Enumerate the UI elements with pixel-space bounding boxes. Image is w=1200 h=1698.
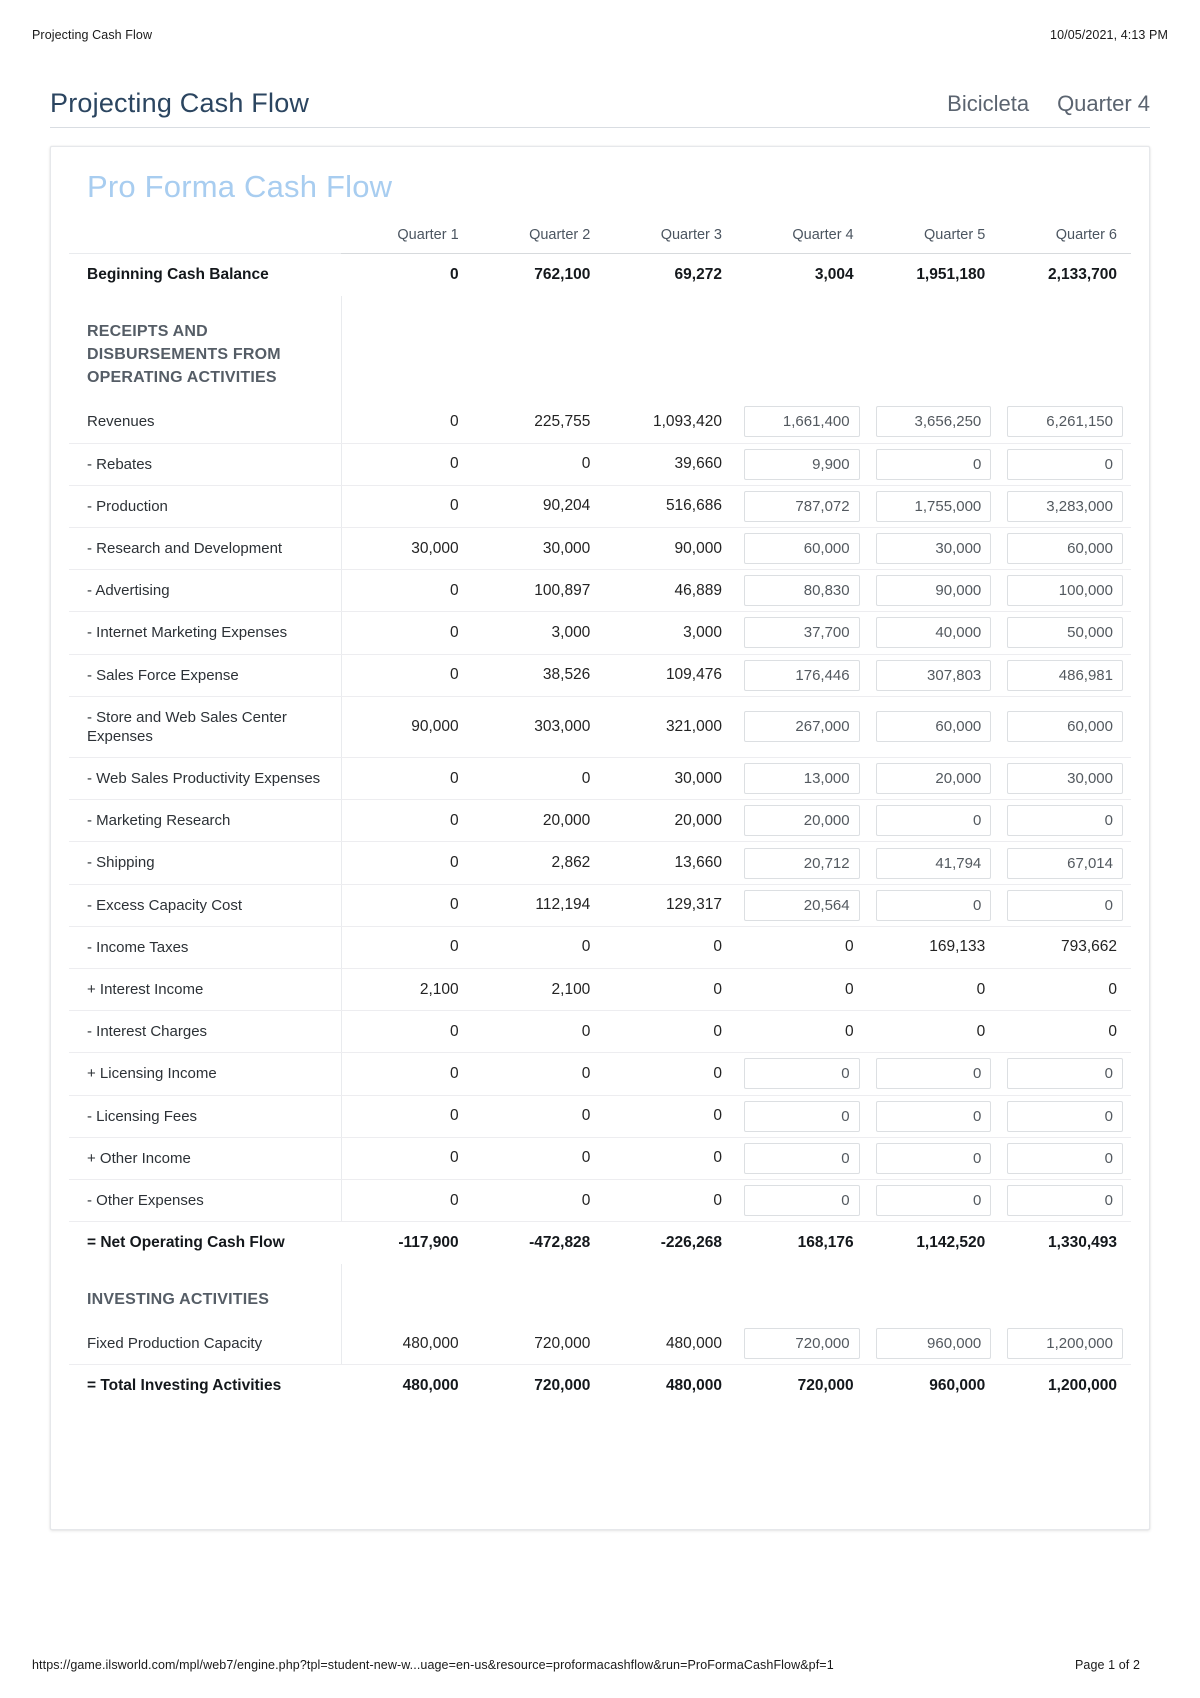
- cell-value-r12-q1: 0: [341, 884, 473, 926]
- cell-input-r10-q5[interactable]: [868, 800, 1000, 842]
- table-row: [69, 1053, 1131, 1095]
- table-row: [69, 1179, 1131, 1221]
- cell-value-r4-q1: 30,000: [341, 527, 473, 569]
- beginning-cash-q3: 69,272: [604, 254, 736, 296]
- table-row: [69, 485, 1131, 527]
- cell-value-r1-q3: 1,093,420: [604, 401, 736, 443]
- table-row: [69, 1011, 1131, 1053]
- value-input-q5[interactable]: [876, 763, 992, 794]
- cell-input-r12-q5[interactable]: [868, 884, 1000, 926]
- row-label: + Licensing Income: [69, 1053, 341, 1095]
- cell-input-r20-q4[interactable]: [736, 1323, 868, 1365]
- table-row: [69, 1095, 1131, 1137]
- row-label: - Web Sales Productivity Expenses: [69, 758, 341, 800]
- cell-value-r19-q3: 0: [604, 1179, 736, 1221]
- value-input-q6[interactable]: [1007, 533, 1123, 564]
- cell-value-r15-q6: 0: [999, 1011, 1131, 1053]
- table-row-total: [69, 1365, 1131, 1407]
- table-row: [69, 696, 1131, 757]
- cell-value-r17-q2: 0: [473, 1095, 605, 1137]
- table-row: [69, 654, 1131, 696]
- column-header-q6: Quarter 6: [1055, 227, 1117, 243]
- value-input-q6[interactable]: [1007, 711, 1123, 742]
- column-header-q4: Quarter 4: [792, 227, 854, 243]
- cell-value-r4-q3: 90,000: [604, 527, 736, 569]
- cell-input-r12-q4[interactable]: [736, 884, 868, 926]
- section-heading-row: [69, 296, 1131, 402]
- cell-input-r12-q6[interactable]: [999, 884, 1131, 926]
- cell-input-r9-q5[interactable]: [868, 758, 1000, 800]
- cell-input-r1-q5[interactable]: [868, 401, 1000, 443]
- value-input-q4[interactable]: [744, 848, 860, 879]
- value-input-q5[interactable]: [876, 491, 992, 522]
- value-input-q5[interactable]: [876, 575, 992, 606]
- table-row: [69, 758, 1131, 800]
- row-label: - Excess Capacity Cost: [69, 884, 341, 926]
- table-row: [69, 884, 1131, 926]
- table-row: [69, 842, 1131, 884]
- sheet-title: Pro Forma Cash Flow: [87, 169, 393, 204]
- section-heading-spacer: [473, 296, 605, 402]
- cell-value-r15-q5: 0: [868, 1011, 1000, 1053]
- cell-value-r14-q6: 0: [999, 969, 1131, 1011]
- value-input-q5[interactable]: [876, 406, 992, 437]
- value-input-q5[interactable]: [876, 1185, 992, 1216]
- beginning-cash-q6: 2,133,700: [999, 254, 1131, 296]
- cell-value-r7-q1: 0: [341, 654, 473, 696]
- row-label: - Advertising: [69, 570, 341, 612]
- cell-input-r6-q6[interactable]: [999, 612, 1131, 654]
- total-value-q5: 1,142,520: [868, 1222, 1000, 1264]
- row-label: Fixed Production Capacity: [69, 1323, 341, 1365]
- value-input-q5[interactable]: [876, 848, 992, 879]
- cell-value-r15-q1: 0: [341, 1011, 473, 1053]
- value-input-q6[interactable]: [1007, 890, 1123, 921]
- value-input-q4[interactable]: [744, 1328, 860, 1359]
- value-input-q6[interactable]: [1007, 848, 1123, 879]
- value-input-q5[interactable]: [876, 1058, 992, 1089]
- cell-input-r19-q4[interactable]: [736, 1179, 868, 1221]
- total-value-q6: 1,330,493: [999, 1222, 1131, 1264]
- table-row: [69, 401, 1131, 443]
- cell-input-r4-q4[interactable]: [736, 527, 868, 569]
- row-label: Beginning Cash Balance: [69, 254, 341, 296]
- total-value-q6: 1,200,000: [999, 1365, 1131, 1407]
- cell-input-r4-q6[interactable]: [999, 527, 1131, 569]
- value-input-q6[interactable]: [1007, 1058, 1123, 1089]
- row-label: - Licensing Fees: [69, 1095, 341, 1137]
- cell-input-r3-q5[interactable]: [868, 485, 1000, 527]
- column-header-q2: Quarter 2: [529, 227, 591, 243]
- total-value-q1: -117,900: [341, 1222, 473, 1264]
- cell-value-r14-q1: 2,100: [341, 969, 473, 1011]
- section-heading-spacer: [999, 1264, 1131, 1323]
- value-input-q4[interactable]: [744, 406, 860, 437]
- total-value-q5: 960,000: [868, 1365, 1000, 1407]
- cell-value-r14-q4: 0: [736, 969, 868, 1011]
- value-input-q6[interactable]: [1007, 660, 1123, 691]
- value-input-q6[interactable]: [1007, 1328, 1123, 1359]
- document-title-bar: [50, 72, 1150, 128]
- pro-forma-cash-flow-table: [69, 219, 1131, 1407]
- value-input-q5[interactable]: [876, 1143, 992, 1174]
- value-input-q4[interactable]: [744, 1185, 860, 1216]
- beginning-cash-q2: 762,100: [473, 254, 605, 296]
- print-header: [0, 28, 1200, 42]
- cell-value-r9-q2: 0: [473, 758, 605, 800]
- row-label: - Rebates: [69, 443, 341, 485]
- cell-value-r5-q3: 46,889: [604, 570, 736, 612]
- cell-input-r18-q5[interactable]: [868, 1137, 1000, 1179]
- table-row: [69, 612, 1131, 654]
- total-value-q3: 480,000: [604, 1365, 736, 1407]
- cell-value-r2-q2: 0: [473, 443, 605, 485]
- cell-input-r2-q4[interactable]: [736, 443, 868, 485]
- value-input-q5[interactable]: [876, 1101, 992, 1132]
- cell-value-r5-q2: 100,897: [473, 570, 605, 612]
- cell-value-r12-q3: 129,317: [604, 884, 736, 926]
- row-label: + Interest Income: [69, 969, 341, 1011]
- cell-value-r13-q5: 169,133: [868, 926, 1000, 968]
- cell-input-r2-q5[interactable]: [868, 443, 1000, 485]
- cell-value-r14-q2: 2,100: [473, 969, 605, 1011]
- value-input-q4[interactable]: [744, 805, 860, 836]
- cell-input-r6-q5[interactable]: [868, 612, 1000, 654]
- row-label: - Internet Marketing Expenses: [69, 612, 341, 654]
- section-heading-spacer: [999, 296, 1131, 402]
- table-row: [69, 570, 1131, 612]
- cell-input-r4-q5[interactable]: [868, 527, 1000, 569]
- value-input-q6[interactable]: [1007, 1101, 1123, 1132]
- cell-input-r3-q6[interactable]: [999, 485, 1131, 527]
- section-heading-row: [69, 1264, 1131, 1323]
- cell-input-r5-q6[interactable]: [999, 570, 1131, 612]
- cell-value-r19-q1: 0: [341, 1179, 473, 1221]
- cell-input-r20-q5[interactable]: [868, 1323, 1000, 1365]
- column-header-q1: Quarter 1: [397, 227, 459, 243]
- cell-input-r19-q6[interactable]: [999, 1179, 1131, 1221]
- cell-input-r16-q6[interactable]: [999, 1053, 1131, 1095]
- section-heading-spacer: [604, 296, 736, 402]
- print-header-title: Projecting Cash Flow: [32, 28, 153, 42]
- page-title: Projecting Cash Flow: [50, 88, 310, 118]
- section-heading-spacer: [868, 296, 1000, 402]
- total-value-q3: -226,268: [604, 1222, 736, 1264]
- value-input-q4[interactable]: [744, 763, 860, 794]
- cell-input-r16-q5[interactable]: [868, 1053, 1000, 1095]
- document-meta: [947, 91, 1150, 119]
- table-row: [69, 800, 1131, 842]
- cell-value-r3-q3: 516,686: [604, 485, 736, 527]
- cell-input-r9-q4[interactable]: [736, 758, 868, 800]
- cell-value-r3-q1: 0: [341, 485, 473, 527]
- cell-input-r8-q6[interactable]: [999, 696, 1131, 757]
- cell-value-r5-q1: 0: [341, 570, 473, 612]
- total-value-q4: 168,176: [736, 1222, 868, 1264]
- row-label: - Other Expenses: [69, 1179, 341, 1221]
- section-heading-spacer: [604, 1264, 736, 1323]
- cell-input-r17-q4[interactable]: [736, 1095, 868, 1137]
- cell-value-r11-q3: 13,660: [604, 842, 736, 884]
- cell-value-r6-q2: 3,000: [473, 612, 605, 654]
- table-row: [69, 1137, 1131, 1179]
- table-row: [69, 1323, 1131, 1365]
- cell-value-r11-q1: 0: [341, 842, 473, 884]
- value-input-q6[interactable]: [1007, 805, 1123, 836]
- value-input-q4[interactable]: [744, 890, 860, 921]
- row-label: - Interest Charges: [69, 1011, 341, 1053]
- cell-input-r5-q4[interactable]: [736, 570, 868, 612]
- cell-value-r7-q2: 38,526: [473, 654, 605, 696]
- row-label: - Store and Web Sales Center Expenses: [69, 696, 341, 757]
- cell-value-r16-q3: 0: [604, 1053, 736, 1095]
- cell-value-r2-q3: 39,660: [604, 443, 736, 485]
- table-body: [69, 254, 1131, 1408]
- table-row: [69, 926, 1131, 968]
- cell-value-r13-q3: 0: [604, 926, 736, 968]
- cell-value-r15-q3: 0: [604, 1011, 736, 1053]
- company-name: Bicicleta: [947, 91, 1030, 116]
- value-input-q4[interactable]: [744, 1058, 860, 1089]
- row-label: - Research and Development: [69, 527, 341, 569]
- section-heading-spacer: [736, 1264, 868, 1323]
- cell-input-r10-q4[interactable]: [736, 800, 868, 842]
- value-input-q6[interactable]: [1007, 763, 1123, 794]
- value-input-q5[interactable]: [876, 711, 992, 742]
- cell-value-r1-q2: 225,755: [473, 401, 605, 443]
- page-number: Page 1 of 2: [1074, 1658, 1140, 1672]
- beginning-cash-q4: 3,004: [736, 254, 868, 296]
- cell-input-r18-q6[interactable]: [999, 1137, 1131, 1179]
- cell-input-r16-q4[interactable]: [736, 1053, 868, 1095]
- value-input-q4[interactable]: [744, 660, 860, 691]
- cell-value-r9-q1: 0: [341, 758, 473, 800]
- cell-value-r13-q4: 0: [736, 926, 868, 968]
- cell-value-r20-q3: 480,000: [604, 1323, 736, 1365]
- cell-value-r4-q2: 30,000: [473, 527, 605, 569]
- cell-value-r20-q1: 480,000: [341, 1323, 473, 1365]
- cell-input-r7-q5[interactable]: [868, 654, 1000, 696]
- row-label: - Sales Force Expense: [69, 654, 341, 696]
- row-label: - Shipping: [69, 842, 341, 884]
- cell-value-r7-q3: 109,476: [604, 654, 736, 696]
- cell-input-r9-q6[interactable]: [999, 758, 1131, 800]
- cell-input-r18-q4[interactable]: [736, 1137, 868, 1179]
- cell-value-r18-q3: 0: [604, 1137, 736, 1179]
- value-input-q6[interactable]: [1007, 1143, 1123, 1174]
- print-header-timestamp: 10/05/2021, 4:13 PM: [1050, 28, 1168, 42]
- cell-value-r10-q3: 20,000: [604, 800, 736, 842]
- total-value-q2: 720,000: [473, 1365, 605, 1407]
- cell-value-r13-q1: 0: [341, 926, 473, 968]
- cell-input-r7-q4[interactable]: [736, 654, 868, 696]
- cell-value-r6-q3: 3,000: [604, 612, 736, 654]
- value-input-q4[interactable]: [744, 1143, 860, 1174]
- cell-value-r1-q1: 0: [341, 401, 473, 443]
- cell-input-r10-q6[interactable]: [999, 800, 1131, 842]
- value-input-q4[interactable]: [744, 1101, 860, 1132]
- value-input-q5[interactable]: [876, 533, 992, 564]
- value-input-q4[interactable]: [744, 449, 860, 480]
- cell-input-r17-q6[interactable]: [999, 1095, 1131, 1137]
- value-input-q5[interactable]: [876, 890, 992, 921]
- cell-value-r15-q2: 0: [473, 1011, 605, 1053]
- cell-input-r8-q4[interactable]: [736, 696, 868, 757]
- cell-value-r12-q2: 112,194: [473, 884, 605, 926]
- print-footer: [0, 1658, 1200, 1672]
- cell-value-r13-q2: 0: [473, 926, 605, 968]
- cell-value-r3-q2: 90,204: [473, 485, 605, 527]
- column-header-q3: Quarter 3: [660, 227, 722, 243]
- cell-value-r11-q2: 2,862: [473, 842, 605, 884]
- value-input-q5[interactable]: [876, 660, 992, 691]
- cell-value-r15-q4: 0: [736, 1011, 868, 1053]
- cell-value-r6-q1: 0: [341, 612, 473, 654]
- value-input-q6[interactable]: [1007, 491, 1123, 522]
- total-label: = Net Operating Cash Flow: [69, 1222, 341, 1264]
- cell-value-r20-q2: 720,000: [473, 1323, 605, 1365]
- cell-value-r18-q1: 0: [341, 1137, 473, 1179]
- row-label: - Marketing Research: [69, 800, 341, 842]
- total-value-q1: 480,000: [341, 1365, 473, 1407]
- section-heading: RECEIPTS AND DISBURSEMENTS FROM OPERATING ACTIVITIES: [87, 322, 281, 387]
- table-row: [69, 443, 1131, 485]
- cell-value-r8-q2: 303,000: [473, 696, 605, 757]
- total-value-q4: 720,000: [736, 1365, 868, 1407]
- row-label: Revenues: [69, 401, 341, 443]
- cash-flow-card: [50, 146, 1150, 1530]
- cell-value-r16-q2: 0: [473, 1053, 605, 1095]
- cell-input-r11-q6[interactable]: [999, 842, 1131, 884]
- section-heading-spacer: [473, 1264, 605, 1323]
- row-label-header: [69, 219, 341, 254]
- section-heading-spacer: [736, 296, 868, 402]
- value-input-q4[interactable]: [744, 617, 860, 648]
- cell-input-r11-q4[interactable]: [736, 842, 868, 884]
- cell-value-r14-q3: 0: [604, 969, 736, 1011]
- cell-value-r17-q3: 0: [604, 1095, 736, 1137]
- value-input-q5[interactable]: [876, 1328, 992, 1359]
- beginning-cash-q1: 0: [341, 254, 473, 296]
- value-input-q5[interactable]: [876, 805, 992, 836]
- column-header-row: [69, 219, 1131, 254]
- value-input-q6[interactable]: [1007, 449, 1123, 480]
- cell-value-r14-q5: 0: [868, 969, 1000, 1011]
- value-input-q6[interactable]: [1007, 406, 1123, 437]
- section-heading: INVESTING ACTIVITIES: [87, 1290, 270, 1308]
- cell-value-r8-q1: 90,000: [341, 696, 473, 757]
- cell-input-r1-q4[interactable]: [736, 401, 868, 443]
- cell-input-r11-q5[interactable]: [868, 842, 1000, 884]
- row-label: - Production: [69, 485, 341, 527]
- section-heading-spacer: [868, 1264, 1000, 1323]
- value-input-q6[interactable]: [1007, 575, 1123, 606]
- value-input-q4[interactable]: [744, 711, 860, 742]
- column-header-q5: Quarter 5: [924, 227, 986, 243]
- section-heading-spacer: [341, 1264, 473, 1323]
- value-input-q5[interactable]: [876, 617, 992, 648]
- cell-input-r19-q5[interactable]: [868, 1179, 1000, 1221]
- cell-value-r10-q1: 0: [341, 800, 473, 842]
- table-row: [69, 969, 1131, 1011]
- cell-value-r8-q3: 321,000: [604, 696, 736, 757]
- cell-input-r7-q6[interactable]: [999, 654, 1131, 696]
- total-value-q2: -472,828: [473, 1222, 605, 1264]
- cell-value-r9-q3: 30,000: [604, 758, 736, 800]
- current-quarter: Quarter 4: [1057, 91, 1150, 116]
- cell-input-r20-q6[interactable]: [999, 1323, 1131, 1365]
- cell-value-r2-q1: 0: [341, 443, 473, 485]
- cell-value-r13-q6: 793,662: [999, 926, 1131, 968]
- table-row-total: [69, 1222, 1131, 1264]
- row-label: + Other Income: [69, 1137, 341, 1179]
- cell-input-r6-q4[interactable]: [736, 612, 868, 654]
- value-input-q5[interactable]: [876, 449, 992, 480]
- table-header: [69, 219, 1131, 254]
- beginning-cash-q5: 1,951,180: [868, 254, 1000, 296]
- cell-input-r2-q6[interactable]: [999, 443, 1131, 485]
- cell-input-r1-q6[interactable]: [999, 401, 1131, 443]
- cell-value-r18-q2: 0: [473, 1137, 605, 1179]
- section-heading-spacer: [341, 296, 473, 402]
- cell-input-r3-q4[interactable]: [736, 485, 868, 527]
- table-row: [69, 527, 1131, 569]
- total-label: = Total Investing Activities: [69, 1365, 341, 1407]
- value-input-q6[interactable]: [1007, 617, 1123, 648]
- value-input-q6[interactable]: [1007, 1185, 1123, 1216]
- cell-value-r16-q1: 0: [341, 1053, 473, 1095]
- table-row-beginning-cash-balance: [69, 254, 1131, 296]
- value-input-q4[interactable]: [744, 491, 860, 522]
- cell-input-r5-q5[interactable]: [868, 570, 1000, 612]
- cell-value-r10-q2: 20,000: [473, 800, 605, 842]
- cell-input-r8-q5[interactable]: [868, 696, 1000, 757]
- row-label: - Income Taxes: [69, 926, 341, 968]
- cell-value-r19-q2: 0: [473, 1179, 605, 1221]
- cell-value-r17-q1: 0: [341, 1095, 473, 1137]
- value-input-q4[interactable]: [744, 533, 860, 564]
- source-url: https://game.ilsworld.com/mpl/web7/engine.php?tpl=student-new-w...uage=en-us&resource=proformacashflow&run=ProFormaCashFlow&pf=1: [32, 1658, 834, 1672]
- value-input-q4[interactable]: [744, 575, 860, 606]
- cell-input-r17-q5[interactable]: [868, 1095, 1000, 1137]
